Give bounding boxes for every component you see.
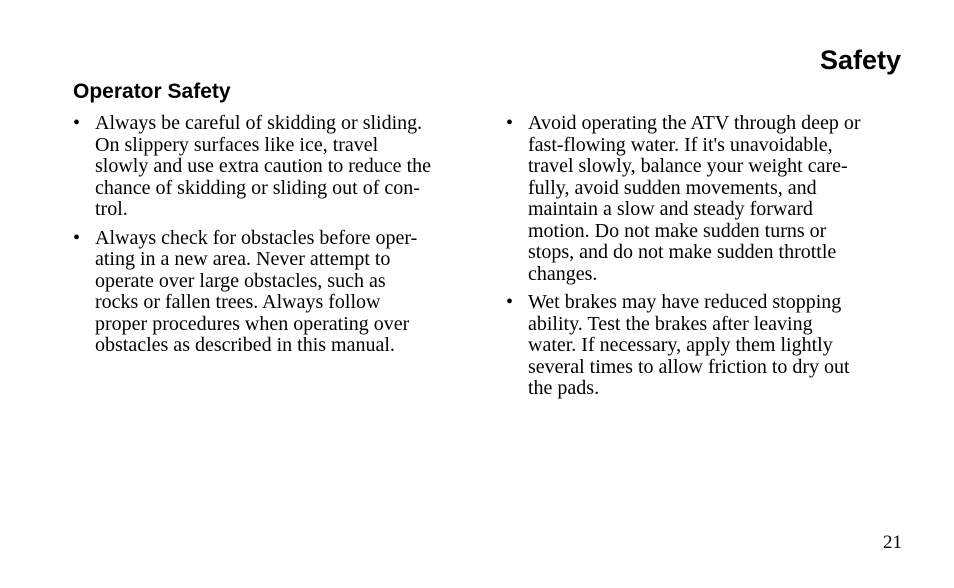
text-line: the pads. <box>528 377 600 399</box>
text-line: Always be careful of skidding or sliding. <box>95 112 423 134</box>
bullet-text <box>528 292 906 400</box>
text-line: slowly and use extra caution to reduce the <box>95 155 431 177</box>
text-line: chance of skidding or sliding out of con- <box>95 176 420 199</box>
text-line: Always check for obstacles before oper- <box>95 226 418 249</box>
list-item <box>73 228 473 357</box>
text-line: On slippery surfaces like ice, travel <box>95 133 379 156</box>
list-item <box>506 292 906 400</box>
section-heading: Operator Safety <box>73 80 231 103</box>
text-line: stops, and do not make sudden throttle <box>528 241 837 263</box>
text-line: ating in a new area. Never attempt to <box>95 248 391 270</box>
text-line: fast-flowing water. If it's unavoidable, <box>528 133 833 156</box>
list-item <box>73 113 473 221</box>
bullet-text <box>95 228 473 357</box>
text-line: Wet brakes may have reduced stopping <box>528 291 842 313</box>
page-number: 21 <box>883 532 902 553</box>
page-header-title: Safety <box>819 45 901 75</box>
text-line: maintain a slow and steady forward <box>528 198 813 220</box>
right-column-list <box>506 113 906 407</box>
bullet-icon: • <box>506 112 514 134</box>
bullet-icon: • <box>73 112 81 134</box>
text-line: fully, avoid sudden movements, and <box>528 176 817 199</box>
text-line: ability. Test the brakes after leaving <box>528 312 813 335</box>
text-line: motion. Do not make sudden turns or <box>528 219 827 242</box>
text-line: proper procedures when operating over <box>95 312 410 335</box>
text-line: operate over large obstacles, such as <box>95 269 386 292</box>
text-line: travel slowly, balance your weight care- <box>528 155 848 177</box>
text-line: water. If necessary, apply them lightly <box>528 334 833 356</box>
text-line: Avoid operating the ATV through deep or <box>528 112 861 134</box>
text-line: trol. <box>95 198 128 220</box>
bullet-icon: • <box>506 291 514 313</box>
text-line: obstacles as described in this manual. <box>95 334 395 356</box>
bullet-text <box>95 113 473 221</box>
text-line: several times to allow friction to dry out <box>528 355 850 378</box>
text-line: rocks or fallen trees. Always follow <box>95 291 381 313</box>
text-line: changes. <box>528 262 598 285</box>
bullet-icon: • <box>73 226 81 249</box>
list-item <box>506 113 906 285</box>
bullet-text <box>528 113 906 285</box>
left-column-list <box>73 113 473 364</box>
